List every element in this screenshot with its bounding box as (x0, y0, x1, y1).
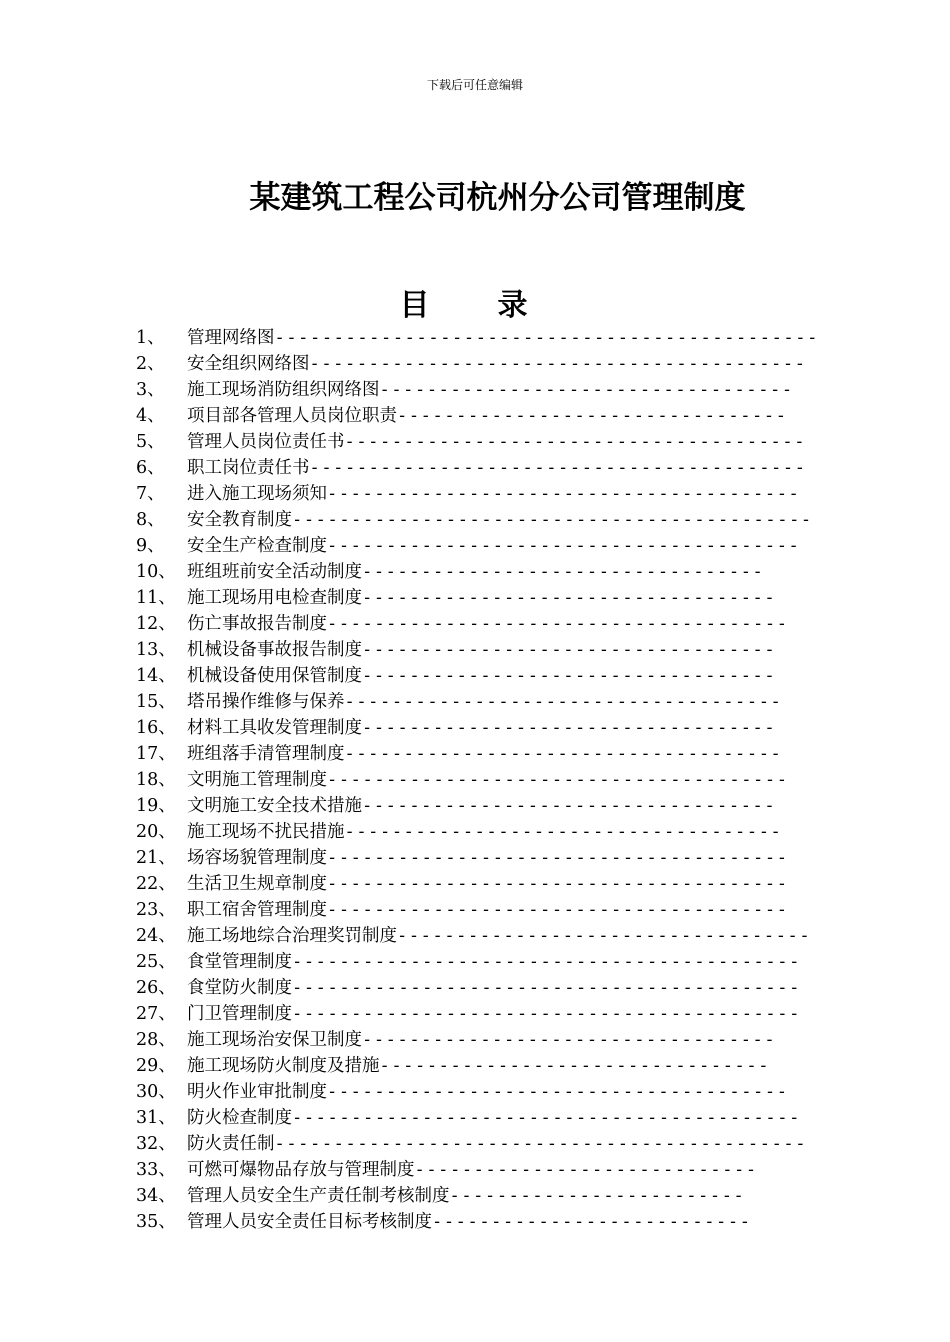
toc-item-leader: --------------------------------------- (327, 770, 789, 790)
toc-item-leader: ----------------------------------- (362, 588, 777, 608)
toc-item-number: 12、 (136, 614, 176, 634)
toc-item-title: 机械设备使用保管制度 (187, 666, 362, 686)
toc-item-number: 10、 (136, 562, 176, 582)
toc-item-number: 34、 (136, 1186, 176, 1206)
toc-item-title: 伤亡事故报告制度 (187, 614, 327, 634)
toc-item-title: 安全教育制度 (187, 510, 292, 530)
toc-item-leader: ----------------------------------- (362, 718, 777, 738)
toc-item-number: 8、 (136, 510, 165, 530)
toc-item[interactable] (136, 741, 850, 767)
toc-item[interactable] (136, 611, 850, 637)
toc-item-title: 防火检查制度 (187, 1108, 292, 1128)
toc-item-title: 施工现场不扰民措施 (187, 822, 345, 842)
toc-item-number: 20、 (136, 822, 176, 842)
toc-item-number: 2、 (136, 354, 165, 374)
toc-item[interactable] (136, 429, 850, 455)
toc-item-number: 14、 (136, 666, 176, 686)
toc-item-title: 可燃可爆物品存放与管理制度 (187, 1160, 415, 1180)
toc-item-leader: --------------------------------- (379, 1056, 771, 1076)
toc-item[interactable] (136, 975, 850, 1001)
toc-item-leader: --------------------------------------------- (274, 1134, 808, 1154)
toc-item[interactable] (136, 767, 850, 793)
toc-item-title: 塔吊操作维修与保养 (187, 692, 345, 712)
toc-item-title: 施工现场防火制度及措施 (187, 1056, 380, 1076)
toc-item[interactable] (136, 689, 850, 715)
toc-item-leader: --------------------------------------- (344, 432, 807, 452)
toc-item[interactable] (136, 793, 850, 819)
toc-item[interactable] (136, 455, 850, 481)
table-of-contents (136, 325, 850, 1235)
toc-item-leader: ----------------------------- (414, 1160, 758, 1180)
toc-item[interactable] (136, 1157, 850, 1183)
toc-item-title: 管理人员安全生产责任制考核制度 (187, 1186, 450, 1206)
toc-item-number: 3、 (136, 380, 165, 400)
toc-item-number: 28、 (136, 1030, 176, 1050)
toc-item-leader: --------------------------------------- (327, 614, 789, 634)
toc-item-leader: ------------------------------------------ (309, 458, 807, 478)
toc-item[interactable] (136, 923, 850, 949)
toc-item-leader: ------------------------------------- (344, 692, 783, 712)
toc-item-title: 门卫管理制度 (187, 1004, 292, 1024)
toc-item-number: 11、 (136, 588, 176, 608)
toc-item-leader: --------------------------------------- (327, 874, 789, 894)
toc-item-title: 班组班前安全活动制度 (187, 562, 362, 582)
toc-item[interactable] (136, 871, 850, 897)
toc-item-number: 35、 (136, 1212, 176, 1232)
toc-item-number: 19、 (136, 796, 176, 816)
toc-item-leader: ------------------------------------------ (309, 354, 807, 374)
toc-item-title: 材料工具收发管理制度 (187, 718, 362, 738)
toc-item-title: 职工岗位责任书 (187, 458, 310, 478)
toc-item-title: 班组落手清管理制度 (187, 744, 345, 764)
toc-item-title: 食堂防火制度 (187, 978, 292, 998)
toc-item-leader: ----------------------------------- (362, 796, 777, 816)
toc-item-title: 进入施工现场须知 (187, 484, 327, 504)
toc-item-leader: --------------------------------- (397, 406, 788, 426)
toc-item[interactable] (136, 351, 850, 377)
toc-item-leader: ---------------------------------------------- (274, 328, 819, 348)
toc-item[interactable] (136, 507, 850, 533)
toc-item-title: 明火作业审批制度 (187, 1082, 327, 1102)
toc-item-title: 文明施工安全技术措施 (187, 796, 362, 816)
toc-item[interactable] (136, 1053, 850, 1079)
toc-item-title: 职工宿舍管理制度 (187, 900, 327, 920)
toc-item[interactable] (136, 897, 850, 923)
toc-item-title: 场容场貌管理制度 (187, 848, 327, 868)
toc-item-leader: --------------------------------------- (327, 900, 789, 920)
toc-item-leader: ------------------------- (449, 1186, 746, 1206)
toc-item-number: 33、 (136, 1160, 176, 1180)
toc-item-title: 项目部各管理人员岗位职责 (187, 406, 397, 426)
toc-item[interactable] (136, 481, 850, 507)
toc-item-number: 4、 (136, 406, 165, 426)
toc-item[interactable] (136, 559, 850, 585)
toc-item-number: 9、 (136, 536, 165, 556)
toc-item-number: 7、 (136, 484, 165, 504)
toc-heading: 目录 (399, 288, 596, 323)
toc-item-title: 施工场地综合治理奖罚制度 (187, 926, 397, 946)
toc-item[interactable] (136, 845, 850, 871)
toc-item-title: 文明施工管理制度 (187, 770, 327, 790)
toc-item-number: 6、 (136, 458, 165, 478)
toc-item[interactable] (136, 1027, 850, 1053)
toc-item-title: 机械设备事故报告制度 (187, 640, 362, 660)
toc-item-number: 15、 (136, 692, 176, 712)
toc-item-number: 21、 (136, 848, 176, 868)
toc-item-number: 17、 (136, 744, 176, 764)
toc-item[interactable] (136, 403, 850, 429)
toc-item-number: 1、 (136, 328, 165, 348)
toc-item-number: 29、 (136, 1056, 176, 1076)
toc-item-number: 5、 (136, 432, 165, 452)
toc-item-leader: ----------------------------------- (397, 926, 812, 946)
toc-item-leader: ------------------------------------- (344, 744, 783, 764)
toc-item-number: 24、 (136, 926, 176, 946)
toc-item-title: 管理人员岗位责任书 (187, 432, 345, 452)
toc-item[interactable] (136, 949, 850, 975)
toc-item[interactable] (136, 637, 850, 663)
toc-item-title: 管理网络图 (187, 328, 275, 348)
toc-item[interactable] (136, 715, 850, 741)
toc-item[interactable] (136, 1131, 850, 1157)
toc-item-title: 施工现场治安保卫制度 (187, 1030, 362, 1050)
toc-item-leader: ------------------------------------------- (292, 978, 801, 998)
toc-item-title: 防火责任制 (187, 1134, 275, 1154)
toc-item-title: 安全生产检查制度 (187, 536, 327, 556)
toc-item[interactable] (136, 325, 850, 351)
toc-item-leader: ----------------------------------- (362, 640, 777, 660)
toc-item[interactable] (136, 663, 850, 689)
toc-item[interactable] (136, 1105, 850, 1131)
toc-item-title: 生活卫生规章制度 (187, 874, 327, 894)
toc-item[interactable] (136, 533, 850, 559)
toc-item-leader: ------------------------------------- (344, 822, 783, 842)
toc-item-number: 18、 (136, 770, 176, 790)
toc-item-title: 管理人员安全责任目标考核制度 (187, 1212, 432, 1232)
toc-item-leader: ----------------------------------- (379, 380, 794, 400)
toc-item-title: 施工现场消防组织网络图 (187, 380, 380, 400)
toc-item-leader: ------------------------------------------- (292, 1004, 801, 1024)
toc-item[interactable] (136, 377, 850, 403)
document-title: 某建筑工程公司杭州分公司管理制度 (249, 180, 746, 216)
toc-item-number: 13、 (136, 640, 176, 660)
toc-item[interactable] (136, 819, 850, 845)
toc-item-leader: ----------------------------------- (362, 666, 777, 686)
toc-item-title: 施工现场用电检查制度 (187, 588, 362, 608)
toc-item-leader: ---------------------------------------- (327, 536, 801, 556)
page-header: 下载后可任意编辑 (426, 78, 523, 92)
toc-item-leader: ------------------------------------------- (292, 1108, 801, 1128)
toc-item-leader: --------------------------------------- (327, 848, 789, 868)
toc-item-leader: ---------------------------------------- (327, 484, 801, 504)
toc-item-number: 27、 (136, 1004, 176, 1024)
toc-item-number: 31、 (136, 1108, 176, 1128)
toc-item-leader: -------------------------------------------- (292, 510, 813, 530)
toc-item-number: 25、 (136, 952, 176, 972)
toc-item[interactable] (136, 585, 850, 611)
toc-item-title: 食堂管理制度 (187, 952, 292, 972)
toc-item-leader: --------------------------- (432, 1212, 752, 1232)
toc-item[interactable] (136, 1209, 850, 1235)
toc-item-leader: --------------------------------------- (327, 1082, 789, 1102)
toc-item-number: 26、 (136, 978, 176, 998)
toc-item-title: 安全组织网络图 (187, 354, 310, 374)
toc-item-leader: ---------------------------------- (362, 562, 765, 582)
toc-item-number: 23、 (136, 900, 176, 920)
toc-item-leader: ------------------------------------------- (292, 952, 801, 972)
toc-item-number: 32、 (136, 1134, 176, 1154)
toc-item[interactable] (136, 1183, 850, 1209)
toc-item-leader: ----------------------------------- (362, 1030, 777, 1050)
toc-item-number: 16、 (136, 718, 176, 738)
toc-item-number: 22、 (136, 874, 176, 894)
toc-item[interactable] (136, 1079, 850, 1105)
toc-item-number: 30、 (136, 1082, 176, 1102)
toc-item[interactable] (136, 1001, 850, 1027)
